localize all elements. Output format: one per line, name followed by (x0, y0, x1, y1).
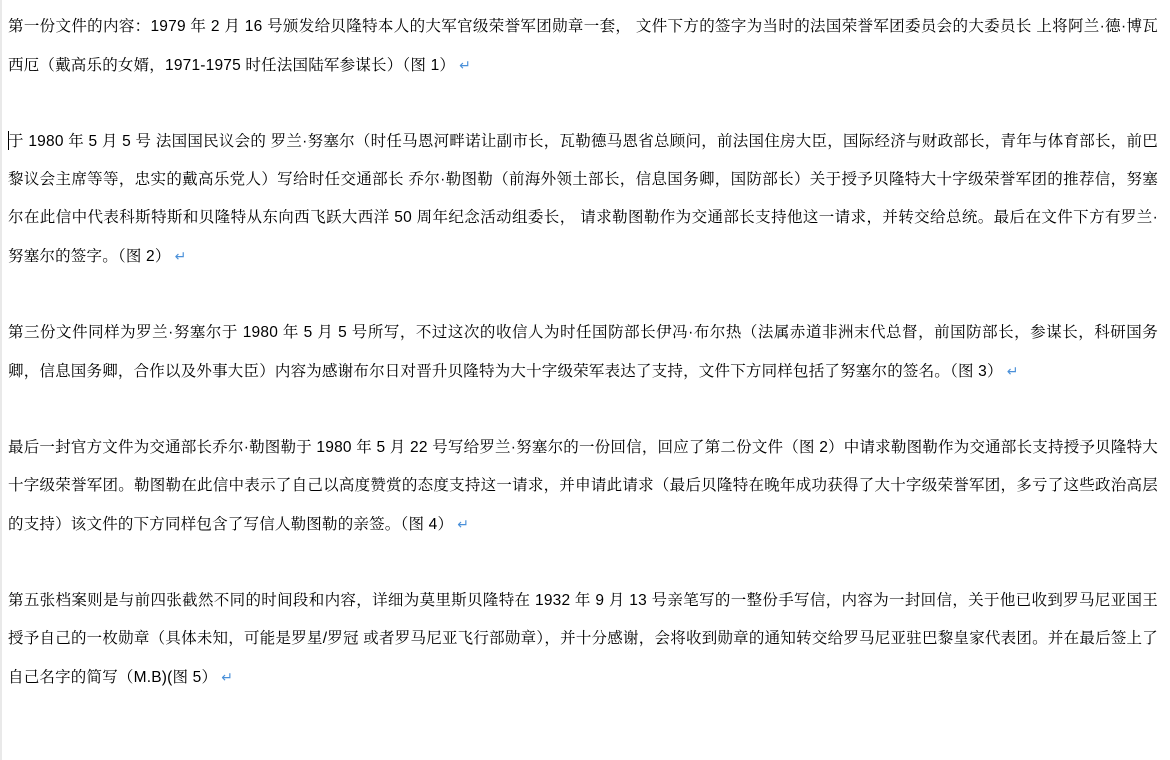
page-left-gutter (0, 0, 2, 760)
paragraph-1-text: 第一份文件的内容：1979 年 2 月 16 号颁发给贝隆特本人的大军官级荣誉军团勋章一套， 文件下方的签字为当时的法国荣誉军团委员会的大委员长 上将阿兰·德·博瓦西厄（戴高乐的女婿，1971-1975 时任法国陆军参谋长）（图 1） (8, 18, 1158, 74)
paragraph-spacer-3 (8, 391, 1158, 429)
paragraph-3[interactable] (8, 314, 1158, 391)
paragraph-2[interactable] (8, 123, 1158, 276)
paragraph-spacer-4 (8, 544, 1158, 582)
paragraph-spacer-1 (8, 85, 1158, 123)
paragraph-mark-icon: ↵ (174, 248, 187, 264)
paragraph-5-text: 第五张档案则是与前四张截然不同的时间段和内容，详细为莫里斯贝隆特在 1932 年 9 月 13 号亲笔写的一整份手写信，内容为一封回信，关于他已收到罗马尼亚国王授予自己的一枚勋章（具体未知，可能是罗星/罗冠 或者罗马尼亚飞行部勋章），并十分感谢，会将收到勋章的通知转交给罗马尼亚驻巴黎皇家代表团。并在最后签上了自己名字的简写（M.B)(图 5） (8, 592, 1158, 686)
paragraph-4[interactable] (8, 429, 1158, 544)
paragraph-5[interactable] (8, 582, 1158, 697)
paragraph-mark-icon: ↵ (459, 57, 472, 73)
paragraph-spacer-2 (8, 276, 1158, 314)
paragraph-2-text: 于 1980 年 5 月 5 号 法国国民议会的 罗兰·努塞尔（时任马恩河畔诺让副市长，瓦勒德马恩省总顾问，前法国住房大臣，国际经济与财政部长，青年与体育部长，前巴黎议会主席等等，忠实的戴高乐党人）写给时任交通部长 乔尔·勒图勒（前海外领土部长，信息国务卿，国防部长）关于授予贝隆特大十字级荣誉军团的推荐信，努塞尔在此信中代表科斯特斯和贝隆特从东向西飞跃大西洋 50 周年纪念活动组委长， 请求勒图勒作为交通部长支持他这一请求，并转交给总统。最后在文件下方有罗兰·努塞尔的签字。（图 2） (8, 133, 1158, 265)
paragraph-3-text: 第三份文件同样为罗兰·努塞尔于 1980 年 5 月 5 号所写，不过这次的收信人为时任国防部长伊冯·布尔热（法属赤道非洲末代总督，前国防部长，参谋长，科研国务卿，信息国务卿，合作以及外事大臣）内容为感谢布尔日对晋升贝隆特为大十字级荣军表达了支持，文件下方同样包括了努塞尔的签名。（图 3） (8, 324, 1158, 380)
paragraph-mark-icon: ↵ (221, 669, 234, 685)
paragraph-1[interactable] (8, 8, 1158, 85)
paragraph-mark-icon: ↵ (1006, 363, 1019, 379)
paragraph-mark-icon: ↵ (457, 516, 470, 532)
paragraph-4-text: 最后一封官方文件为交通部长乔尔·勒图勒于 1980 年 5 月 22 号写给罗兰·努塞尔的一份回信，回应了第二份文件（图 2）中请求勒图勒作为交通部长支持授予贝隆特大十字级荣誉军团。勒图勒在此信中表示了自己以高度赞赏的态度支持这一请求，并申请此请求（最后贝隆特在晚年成功获得了大十字级荣誉军团，多亏了这些政治高层的支持）该文件的下方同样包含了写信人勒图勒的亲签。（图 4） (8, 439, 1158, 533)
document-text-body[interactable] (8, 0, 1158, 697)
